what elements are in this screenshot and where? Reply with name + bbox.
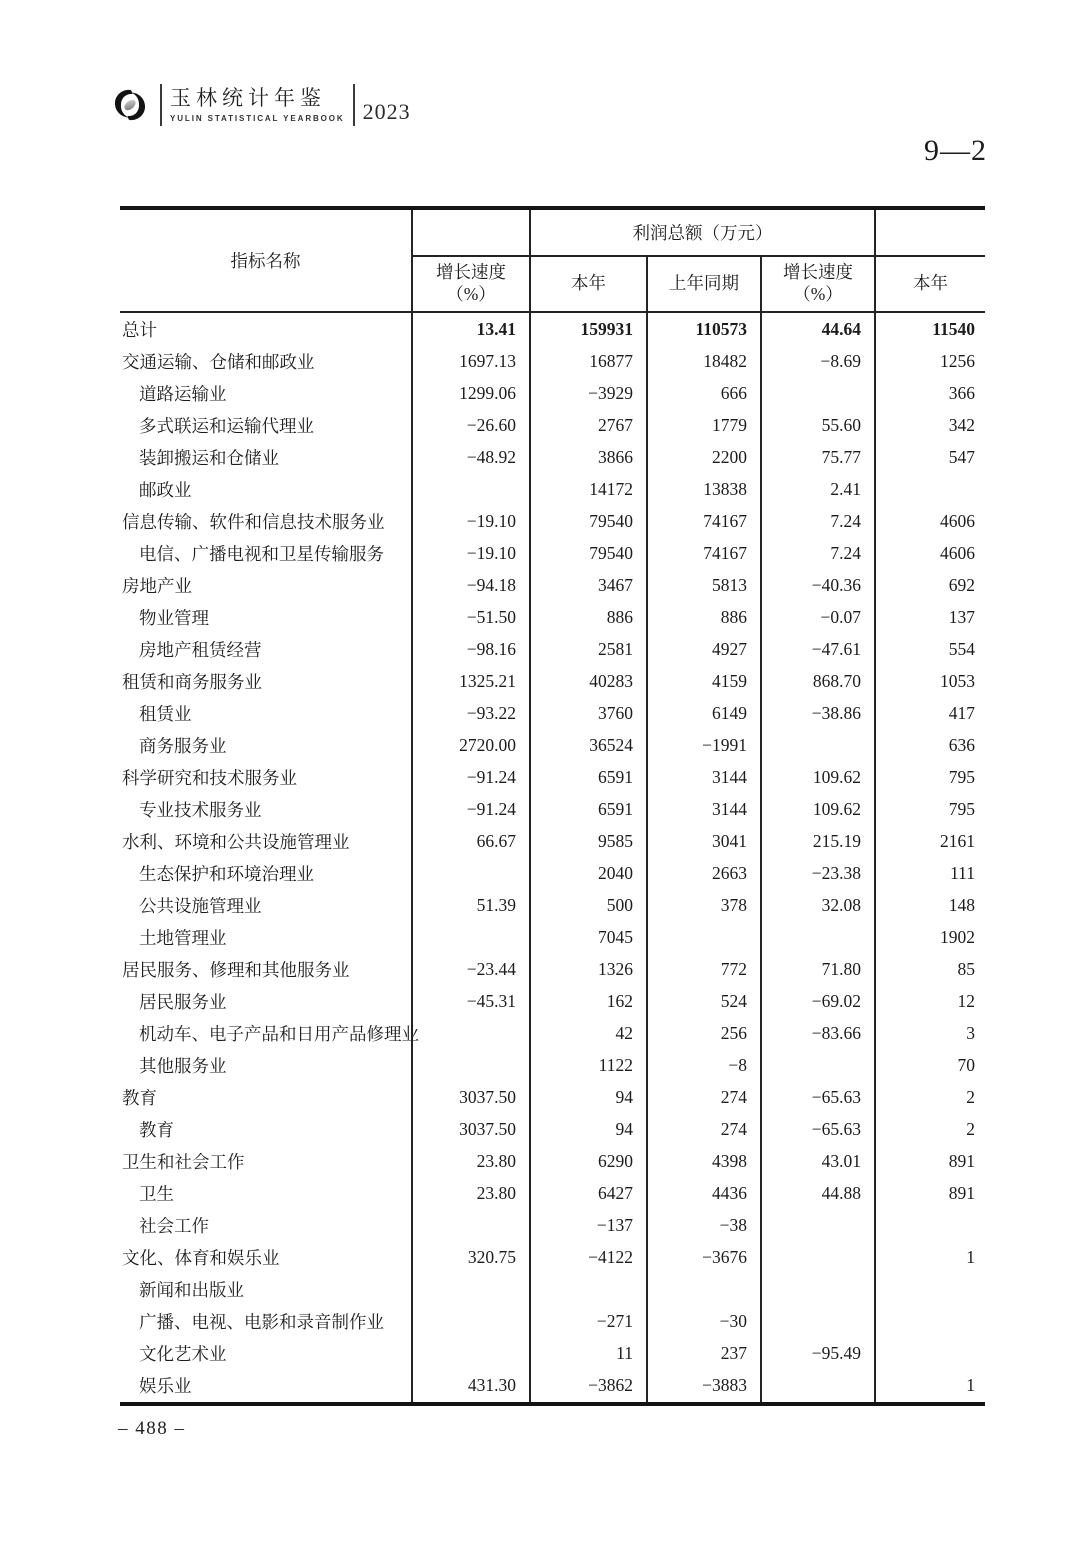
value-cell: 666 [647,377,761,409]
value-cell: 148 [875,889,985,921]
value-cell: −91.24 [412,761,530,793]
value-cell: 795 [875,793,985,825]
indicator-label: 商务服务业 [139,735,227,756]
value-cell: 66.67 [412,825,530,857]
value-cell: 85 [875,953,985,985]
value-cell: 1902 [875,921,985,953]
indicator-label: 电信、广播电视和卫星传输服务 [139,543,384,564]
value-cell: 795 [875,761,985,793]
indicator-label: 社会工作 [139,1215,209,1236]
value-cell: 109.62 [761,761,875,793]
indicator-label: 新闻和出版业 [139,1279,244,1300]
value-cell: 6591 [530,761,647,793]
value-cell [412,1337,530,1369]
value-cell: −40.36 [761,569,875,601]
value-cell [875,1305,985,1337]
header-row-group [120,208,985,256]
value-cell: 18482 [647,345,761,377]
value-cell: 74167 [647,505,761,537]
masthead-divider-2 [353,84,355,126]
indicator-label: 房地产租赁经营 [139,639,262,660]
value-cell: −91.24 [412,793,530,825]
indicator-label: 租赁和商务服务业 [122,671,262,692]
value-cell: 109.62 [761,793,875,825]
table-row [120,921,985,953]
table-row [120,761,985,793]
value-cell: 11 [530,1337,647,1369]
value-cell: −65.63 [761,1081,875,1113]
value-cell: 111 [875,857,985,889]
indicator-label: 文化艺术业 [139,1343,227,1364]
indicator-label: 生态保护和环境治理业 [139,863,314,884]
value-cell: 94 [530,1113,647,1145]
value-cell: 6427 [530,1177,647,1209]
value-cell: 1326 [530,953,647,985]
table-row [120,633,985,665]
table-row [120,1049,985,1081]
value-cell: −3862 [530,1369,647,1404]
value-cell: 13838 [647,473,761,505]
value-cell: 16877 [530,345,647,377]
indicator-label: 科学研究和技术服务业 [122,767,297,788]
value-cell: −26.60 [412,409,530,441]
value-cell: −93.22 [412,697,530,729]
value-cell: −83.66 [761,1017,875,1049]
value-cell: −0.07 [761,601,875,633]
value-cell: 274 [647,1081,761,1113]
value-cell [412,921,530,953]
table-row [120,1113,985,1145]
value-cell [761,1209,875,1241]
value-cell: 5813 [647,569,761,601]
table-row [120,537,985,569]
indicator-label: 其他服务业 [139,1055,227,1076]
table-row [120,601,985,633]
table-row [120,1017,985,1049]
value-cell: 6290 [530,1145,647,1177]
value-cell: 500 [530,889,647,921]
value-cell: 3866 [530,441,647,473]
value-cell [412,1305,530,1337]
value-cell: 547 [875,441,985,473]
value-cell: 3760 [530,697,647,729]
value-cell: −4122 [530,1241,647,1273]
table-row [120,345,985,377]
value-cell: 886 [530,601,647,633]
value-cell: 3 [875,1017,985,1049]
masthead-divider [160,84,162,126]
indicator-label: 教育 [139,1119,174,1140]
value-cell: −65.63 [761,1113,875,1145]
table-row [120,793,985,825]
value-cell: 44.88 [761,1177,875,1209]
value-cell [647,1273,761,1305]
value-cell: 891 [875,1177,985,1209]
indicator-label: 邮政业 [139,479,192,500]
header-empty-cell [875,208,985,256]
value-cell: −47.61 [761,633,875,665]
value-cell: 3037.50 [412,1113,530,1145]
value-cell [412,1209,530,1241]
value-cell: 70 [875,1049,985,1081]
value-cell: 868.70 [761,665,875,697]
value-cell: 14172 [530,473,647,505]
value-cell: −271 [530,1305,647,1337]
value-cell [761,1305,875,1337]
value-cell: 9585 [530,825,647,857]
indicator-label: 信息传输、软件和信息技术服务业 [122,511,385,532]
value-cell: 2.41 [761,473,875,505]
indicator-label: 道路运输业 [139,383,227,404]
value-cell: 1299.06 [412,377,530,409]
value-cell: 79540 [530,537,647,569]
value-cell: −8 [647,1049,761,1081]
value-cell: 2 [875,1081,985,1113]
value-cell: 1 [875,1241,985,1273]
value-cell: 23.80 [412,1177,530,1209]
value-cell: −23.38 [761,857,875,889]
table-row [120,1337,985,1369]
value-cell: −3676 [647,1241,761,1273]
table-row [120,441,985,473]
table-row [120,857,985,889]
value-cell: 215.19 [761,825,875,857]
value-cell: 2040 [530,857,647,889]
indicator-label: 机动车、电子产品和日用产品修理业 [139,1023,419,1044]
value-cell: 11540 [875,312,985,345]
value-cell: 71.80 [761,953,875,985]
value-cell [761,729,875,761]
value-cell: 159931 [530,312,647,345]
indicator-label: 土地管理业 [139,927,227,948]
value-cell: 366 [875,377,985,409]
value-cell: 4927 [647,633,761,665]
value-cell: 772 [647,953,761,985]
value-cell: −3883 [647,1369,761,1404]
header-growth-rate-1-line2: （%） [446,284,496,304]
value-cell [761,921,875,953]
table-row [120,665,985,697]
value-cell: 12 [875,985,985,1017]
value-cell: 554 [875,633,985,665]
value-cell: 51.39 [412,889,530,921]
table-row [120,985,985,1017]
header-empty-cell [412,208,530,256]
value-cell: −95.49 [761,1337,875,1369]
value-cell: 237 [647,1337,761,1369]
table-row [120,953,985,985]
value-cell: 4606 [875,505,985,537]
value-cell [761,1049,875,1081]
table-row [120,1369,985,1404]
indicator-label: 交通运输、仓储和邮政业 [122,351,315,372]
value-cell: 524 [647,985,761,1017]
value-cell [761,377,875,409]
header-growth-rate-1 [412,256,530,312]
value-cell: −51.50 [412,601,530,633]
profit-table [120,206,985,1406]
indicator-label: 广播、电视、电影和录音制作业 [139,1311,384,1332]
value-cell: 2720.00 [412,729,530,761]
value-cell: 36524 [530,729,647,761]
value-cell: 4159 [647,665,761,697]
table-row [120,825,985,857]
value-cell: −98.16 [412,633,530,665]
value-cell: −19.10 [412,537,530,569]
table-row [120,1209,985,1241]
value-cell [761,1241,875,1273]
value-cell: 79540 [530,505,647,537]
value-cell: 137 [875,601,985,633]
table-row [120,1081,985,1113]
value-cell: −48.92 [412,441,530,473]
indicator-label: 卫生 [139,1183,174,1204]
value-cell: 256 [647,1017,761,1049]
header-indicator: 指标名称 [120,208,412,312]
table-body [120,312,985,1404]
value-cell: 7.24 [761,505,875,537]
value-cell: 1325.21 [412,665,530,697]
value-cell: 7.24 [761,537,875,569]
value-cell: −69.02 [761,985,875,1017]
table-row [120,377,985,409]
edition-year: 2023 [362,99,411,124]
table-row [120,312,985,345]
value-cell: −137 [530,1209,647,1241]
value-cell [412,857,530,889]
value-cell: 2200 [647,441,761,473]
value-cell [412,1273,530,1305]
value-cell: −38.86 [761,697,875,729]
value-cell: 1 [875,1369,985,1404]
indicator-label: 教育 [122,1087,157,1108]
table-row [120,1273,985,1305]
value-cell: 2161 [875,825,985,857]
table-row [120,1145,985,1177]
value-cell: 43.01 [761,1145,875,1177]
value-cell: 32.08 [761,889,875,921]
value-cell: −19.10 [412,505,530,537]
value-cell: −38 [647,1209,761,1241]
table-row [120,697,985,729]
indicator-label: 居民服务业 [139,991,227,1012]
value-cell [412,1049,530,1081]
header-growth-rate-1-line1: 增长速度 [436,262,506,283]
masthead [114,84,411,126]
value-cell: 2767 [530,409,647,441]
masthead-titles [170,87,345,122]
header-last-year-period [647,256,761,312]
yearbook-title-cn: 玉林统计年鉴 [170,86,326,111]
table-row [120,505,985,537]
table-row [120,569,985,601]
header-this-year-1 [530,256,647,312]
value-cell: 3037.50 [412,1081,530,1113]
value-cell: 320.75 [412,1241,530,1273]
value-cell: 6149 [647,697,761,729]
value-cell: −1991 [647,729,761,761]
value-cell: 3467 [530,569,647,601]
table-row [120,889,985,921]
value-cell: 40283 [530,665,647,697]
value-cell: 4436 [647,1177,761,1209]
value-cell: 7045 [530,921,647,953]
value-cell: 417 [875,697,985,729]
value-cell: −94.18 [412,569,530,601]
value-cell: 3144 [647,761,761,793]
table-row [120,1241,985,1273]
value-cell: 44.64 [761,312,875,345]
value-cell: 94 [530,1081,647,1113]
indicator-label: 装卸搬运和仓储业 [139,447,279,468]
indicator-label: 租赁业 [139,703,192,724]
value-cell: 891 [875,1145,985,1177]
value-cell: 2663 [647,857,761,889]
indicator-label: 房地产业 [122,575,192,596]
header-group-profit: 利润总额（万元） [530,208,875,256]
value-cell: 6591 [530,793,647,825]
value-cell [530,1273,647,1305]
value-cell [761,1369,875,1404]
table-number: 9—2 [924,134,987,167]
value-cell: 42 [530,1017,647,1049]
value-cell: 1779 [647,409,761,441]
header-growth-rate-2-line1: 增长速度 [783,262,853,283]
table-container [120,206,985,1406]
value-cell: −45.31 [412,985,530,1017]
value-cell: 1053 [875,665,985,697]
value-cell: 75.77 [761,441,875,473]
value-cell: 13.41 [412,312,530,345]
indicator-label: 居民服务、修理和其他服务业 [122,959,350,980]
yearbook-logo-icon [114,88,146,122]
value-cell: 431.30 [412,1369,530,1404]
value-cell: −30 [647,1305,761,1337]
yearbook-title-en: YULIN STATISTICAL YEARBOOK [170,113,345,123]
table-header [120,208,985,312]
value-cell: 2581 [530,633,647,665]
value-cell: −8.69 [761,345,875,377]
value-cell: 886 [647,601,761,633]
value-cell: 692 [875,569,985,601]
table-row [120,409,985,441]
indicator-label: 水利、环境和公共设施管理业 [122,831,350,852]
table-row [120,1305,985,1337]
table-row [120,1177,985,1209]
indicator-label: 文化、体育和娱乐业 [122,1247,280,1268]
header-last-year-period-line1: 上年同期 [669,273,739,294]
value-cell [875,1273,985,1305]
value-cell: 162 [530,985,647,1017]
value-cell [412,1017,530,1049]
value-cell: 110573 [647,312,761,345]
value-cell [412,473,530,505]
value-cell [875,473,985,505]
value-cell: 1122 [530,1049,647,1081]
value-cell: 378 [647,889,761,921]
value-cell: 4606 [875,537,985,569]
indicator-label: 娱乐业 [139,1376,192,1397]
table-row [120,729,985,761]
value-cell: 274 [647,1113,761,1145]
value-cell [875,1337,985,1369]
value-cell: −3929 [530,377,647,409]
indicator-label: 专业技术服务业 [139,799,262,820]
header-this-year-1-line1: 本年 [571,273,606,294]
header-this-year-2-line1: 本年 [913,273,949,294]
value-cell: 342 [875,409,985,441]
value-cell: 55.60 [761,409,875,441]
indicator-label: 卫生和社会工作 [122,1151,245,1172]
value-cell: 1256 [875,345,985,377]
indicator-label: 多式联运和运输代理业 [139,415,314,436]
value-cell: 4398 [647,1145,761,1177]
indicator-label: 物业管理 [139,607,209,628]
header-this-year-2 [875,256,985,312]
value-cell [761,1273,875,1305]
value-cell [647,921,761,953]
value-cell [875,1209,985,1241]
header-growth-rate-2-line2: （%） [793,284,843,304]
value-cell: −23.44 [412,953,530,985]
value-cell: 3144 [647,793,761,825]
value-cell: 636 [875,729,985,761]
value-cell: 2 [875,1113,985,1145]
indicator-label: 公共设施管理业 [139,895,262,916]
header-growth-rate-2 [761,256,875,312]
value-cell: 74167 [647,537,761,569]
value-cell: 1697.13 [412,345,530,377]
page-number: – 488 – [118,1418,186,1439]
value-cell: 3041 [647,825,761,857]
value-cell: 23.80 [412,1145,530,1177]
table-row [120,473,985,505]
indicator-label: 总计 [122,319,157,340]
